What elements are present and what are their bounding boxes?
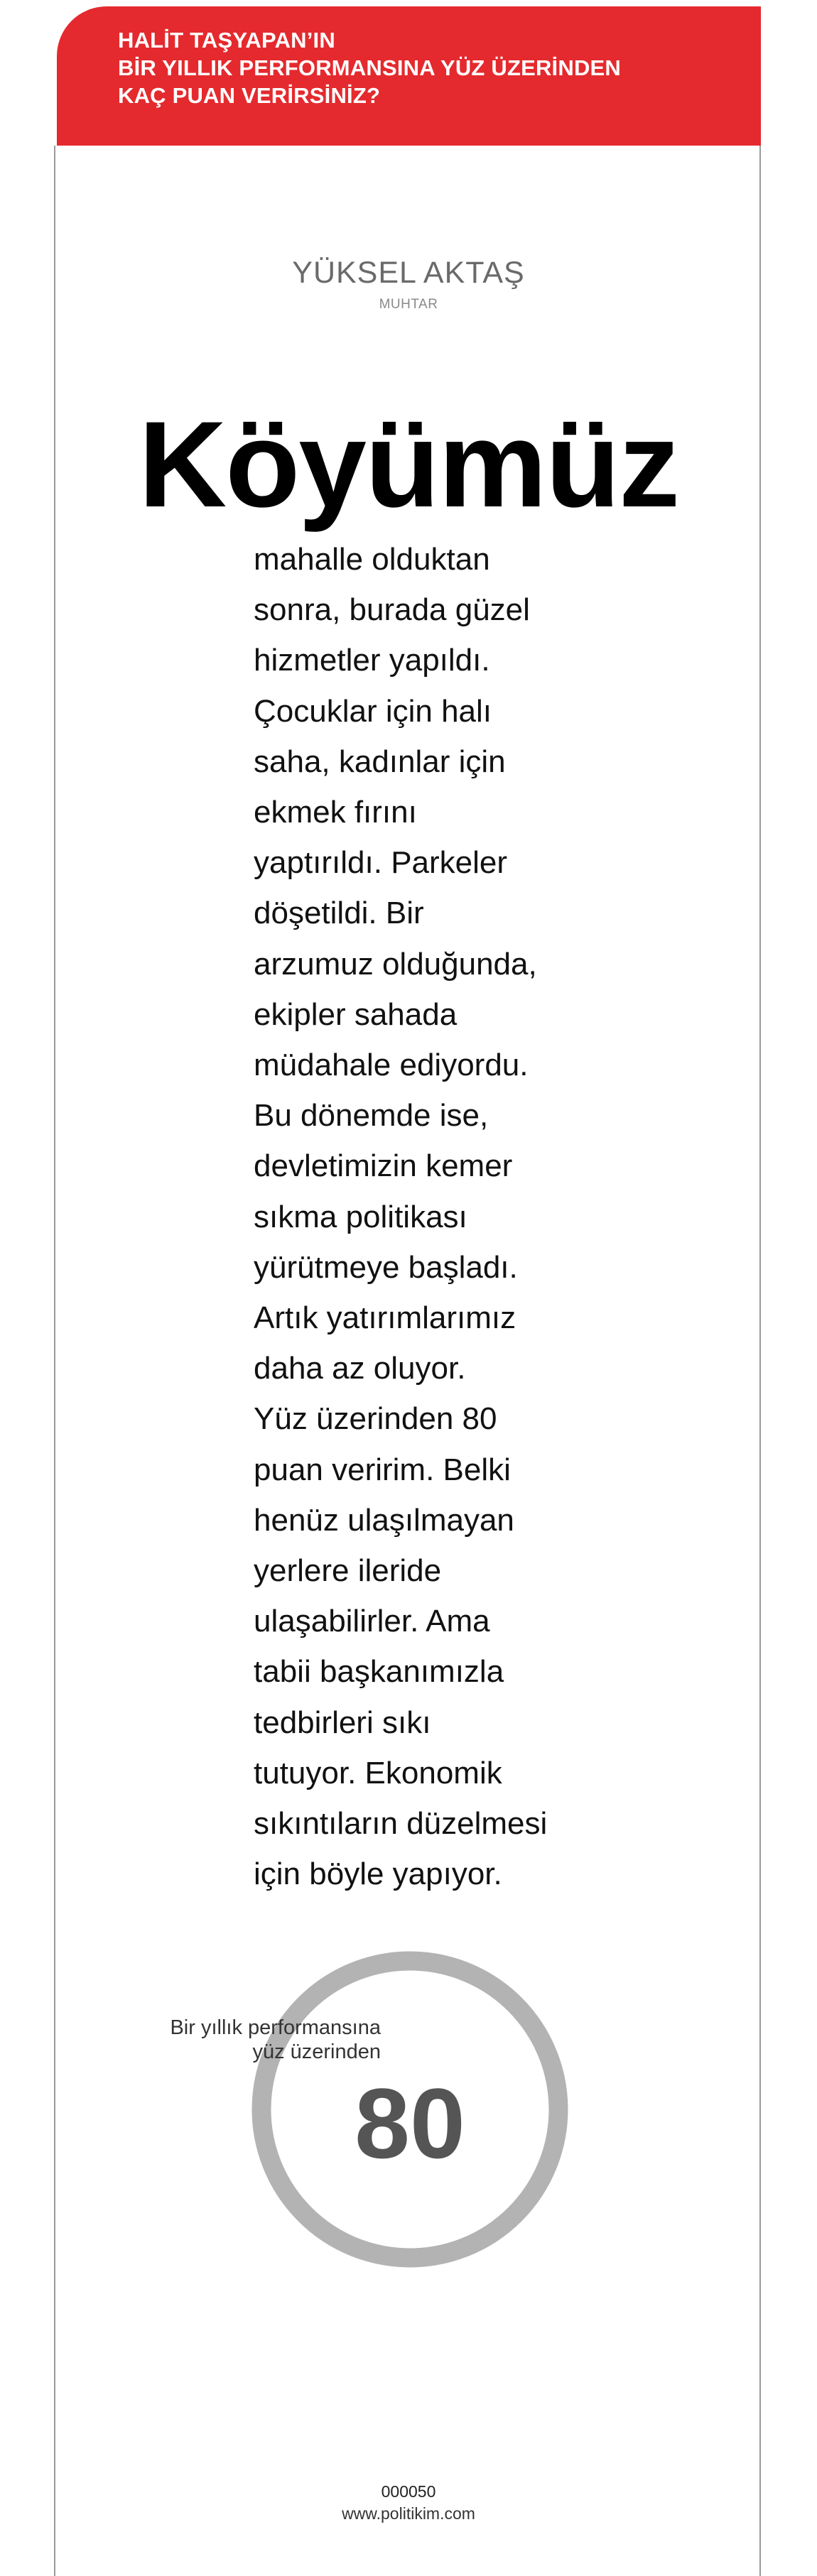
website-url: www.politikim.com xyxy=(342,2504,475,2523)
score-value: 80 xyxy=(355,2067,465,2179)
header-question xyxy=(118,26,621,109)
score-caption xyxy=(156,2016,381,2064)
body-line: ekmek fırını xyxy=(254,795,417,830)
header-question-line: BİR YILLIK PERFORMANSINA YÜZ ÜZERİNDEN xyxy=(118,55,622,80)
body-line: için böyle yapıyor. xyxy=(254,1857,502,1892)
body-line: yerlere ileride xyxy=(254,1553,442,1589)
author-name: YÜKSEL AKTAŞ xyxy=(292,256,525,290)
body-line: devletimizin kemer xyxy=(254,1148,513,1184)
body-line: yaptırıldı. Parkeler xyxy=(254,845,508,881)
body-line: Çocuklar için halı xyxy=(254,693,492,729)
body-line: ulaşabilirler. Ama xyxy=(254,1604,490,1639)
body-line: sonra, burada güzel xyxy=(254,592,530,628)
author-role: MUHTAR xyxy=(379,297,438,312)
body-line: sıkma politikası xyxy=(254,1199,467,1234)
score-caption-line: yüz üzerinden xyxy=(252,2040,381,2063)
body-line: döşetildi. Bir xyxy=(254,896,424,931)
header-question-line: HALİT TAŞYAPAN’IN xyxy=(118,28,335,53)
body-line: Bu dönemde ise, xyxy=(254,1098,489,1134)
body-line: mahalle olduktan xyxy=(254,542,490,577)
article-body xyxy=(254,534,552,1899)
body-line: sıkıntıların düzelmesi xyxy=(254,1806,548,1842)
page-code: 000050 xyxy=(381,2482,436,2501)
body-line: henüz ulaşılmayan xyxy=(254,1502,514,1538)
body-line: tabii başkanımızla xyxy=(254,1654,504,1690)
body-line: müdahale ediyordu. xyxy=(254,1048,529,1083)
score-caption-line: Bir yıllık performansına xyxy=(170,2016,381,2039)
body-line: puan veririm. Belki xyxy=(254,1452,511,1487)
body-line: daha az oluyor. xyxy=(254,1351,466,1386)
header-question-line: KAÇ PUAN VERİRSİNİZ? xyxy=(118,83,381,108)
body-line: hizmetler yapıldı. xyxy=(254,643,490,678)
body-line: Yüz üzerinden 80 xyxy=(254,1401,497,1437)
body-line: tedbirleri sıkı xyxy=(254,1705,431,1740)
body-line: tutuyor. Ekonomik xyxy=(254,1755,502,1790)
article-headline: Köyümüz xyxy=(139,396,678,533)
body-line: saha, kadınlar için xyxy=(254,744,506,779)
body-line: yürütmeye başladı. xyxy=(254,1249,518,1285)
body-line: Artık yatırımlarımız xyxy=(254,1300,516,1336)
body-line: ekipler sahada xyxy=(254,996,458,1032)
body-line: arzumuz olduğunda, xyxy=(254,946,537,982)
header-banner xyxy=(57,6,761,146)
